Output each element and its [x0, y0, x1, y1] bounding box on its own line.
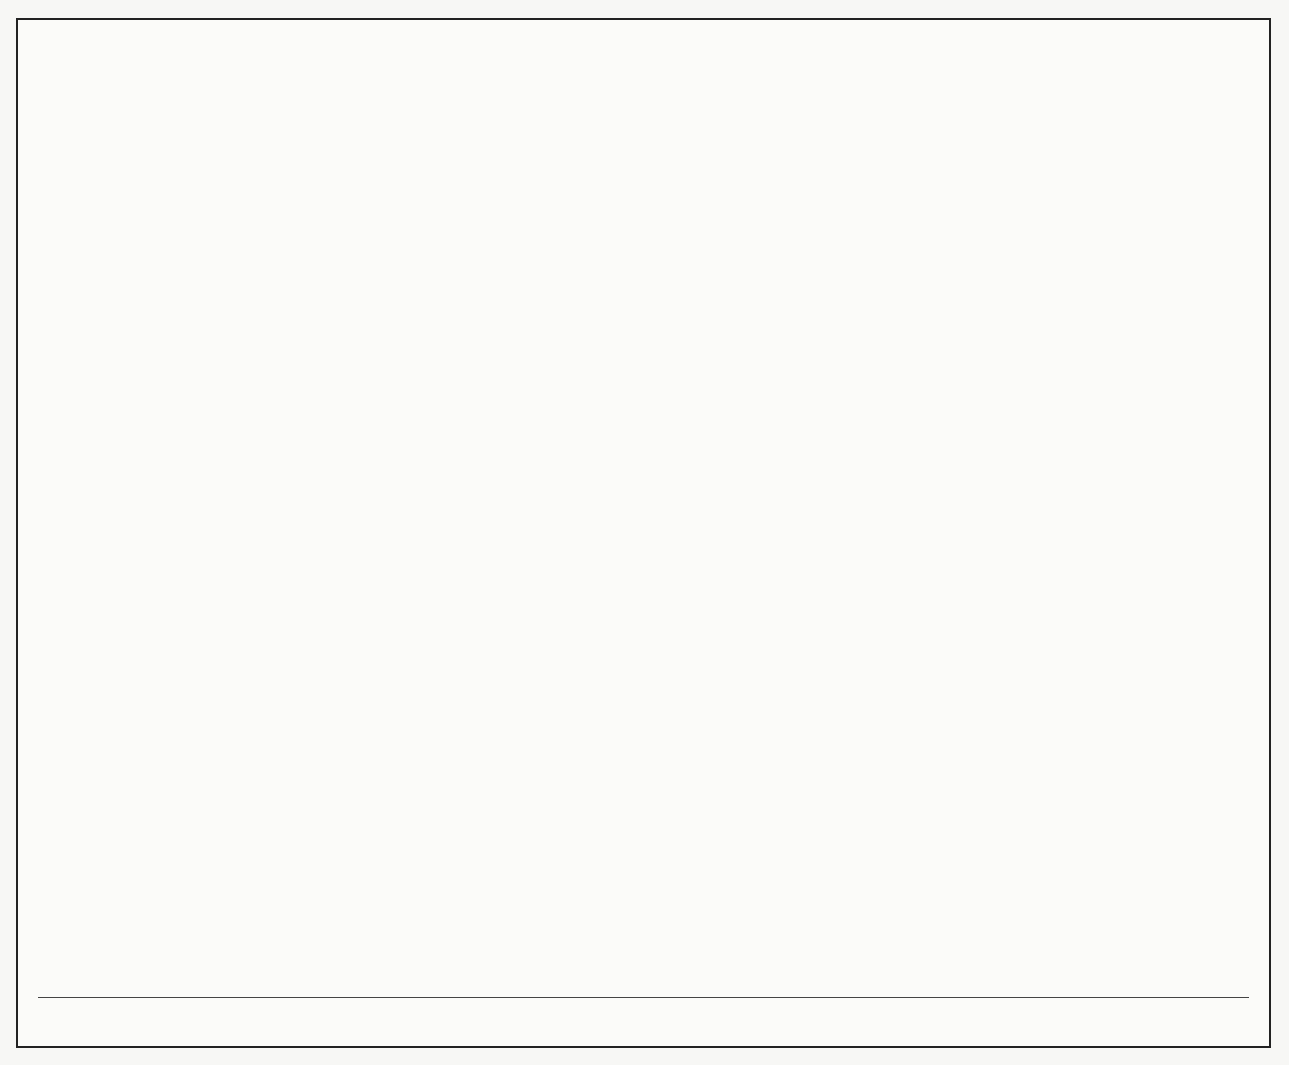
auction-notice: [16, 18, 1271, 1048]
notice-body: [38, 64, 1249, 990]
notice-footer: [38, 1004, 1249, 1032]
footer-divider: [38, 997, 1249, 998]
